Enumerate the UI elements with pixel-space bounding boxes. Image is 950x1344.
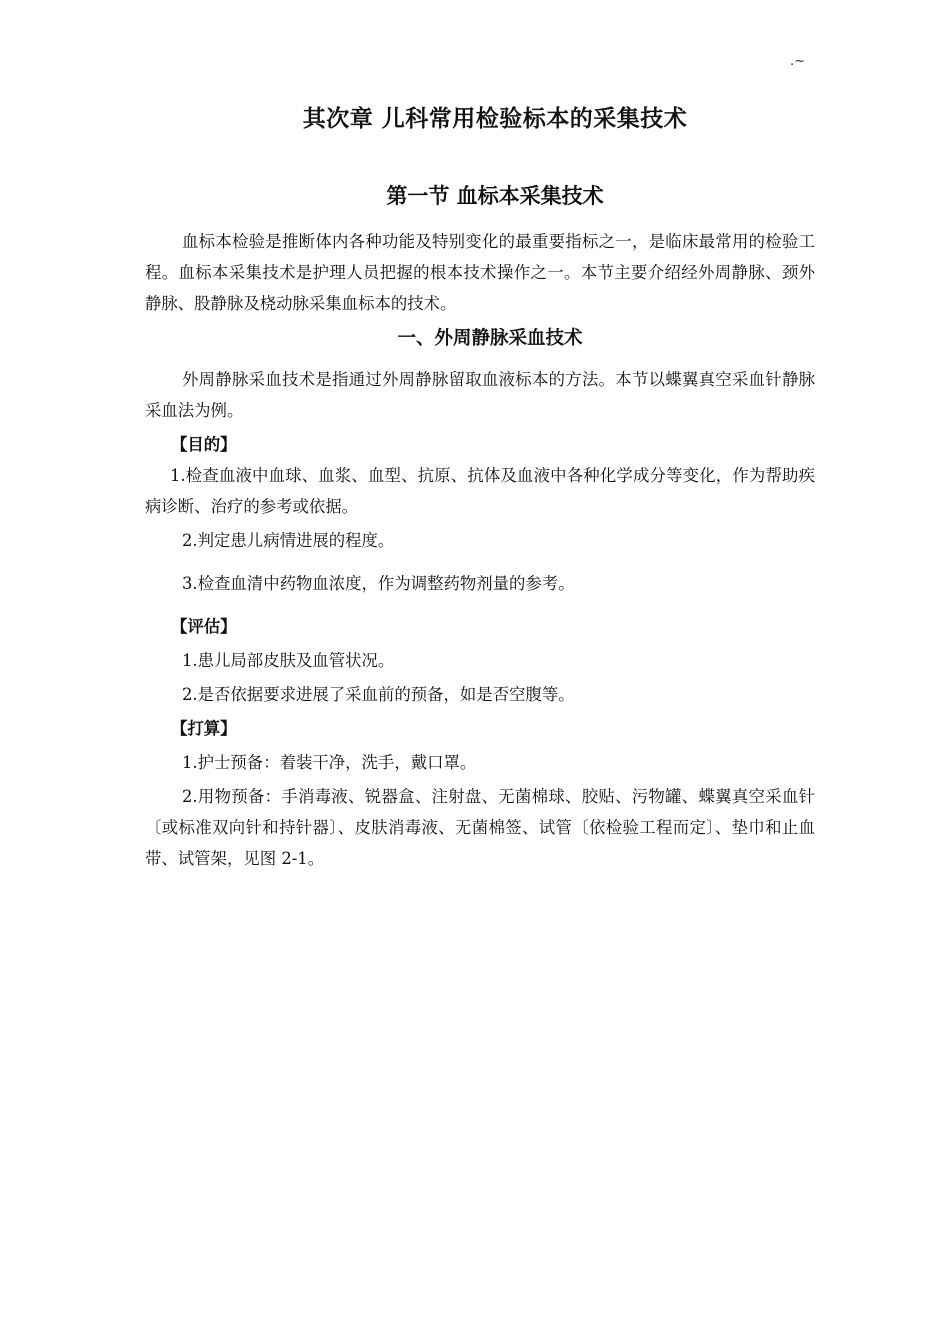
chapter-title: 其次章 儿科常用检验标本的采集技术 (302, 106, 688, 132)
corner-mark: .~ (790, 54, 806, 69)
plan-heading: 【打算】 (171, 719, 237, 738)
purpose-item-1: 1.检查血液中血球、血浆、血型、抗原、抗体及血液中各种化学成分等变化，作为帮助疾病诊断、治疗的参考或依据。 (145, 466, 815, 516)
plan-item-1: 1.护士预备：着装干净，洗手，戴口罩。 (182, 753, 477, 772)
purpose-heading: 【目的】 (171, 435, 237, 454)
purpose-item-3: 3.检查血清中药物血浓度，作为调整药物剂量的参考。 (182, 574, 575, 593)
plan-item-2: 2.用物预备：手消毒液、锐器盒、注射盘、无菌棉球、胶贴、污物罐、蝶翼真空采血针〔或标准双向针和持针器〕、皮肤消毒液、无菌棉签、试管〔依检验工程而定〕、垫巾和止血带、试管架，见图 2-1。 (145, 787, 815, 868)
document-body (145, 226, 815, 874)
purpose-item-2: 2.判定患儿病情进展的程度。 (182, 531, 395, 550)
section-title: 第一节 血标本采集技术 (386, 184, 604, 208)
subsection-intro-paragraph: 外周静脉采血技术是指通过外周静脉留取血液标本的方法。本节以蝶翼真空采血针静脉采血法为例。 (145, 370, 815, 420)
assessment-heading: 【评估】 (171, 617, 237, 636)
subsection-title: 一、外周静脉采血技术 (397, 328, 583, 349)
assessment-item-2: 2.是否依据要求进展了采血前的预备，如是否空腹等。 (182, 685, 575, 704)
intro-paragraph: 血标本检验是推断体内各种功能及特别变化的最重要指标之一，是临床最常用的检验工程。血标本采集技术是护理人员把握的根本技术操作之一。本节主要介绍经外周静脉、颈外静脉、股静脉及桡动脉采集血标本的技术。 (145, 232, 815, 313)
assessment-item-1: 1.患儿局部皮肤及血管状况。 (182, 651, 395, 670)
